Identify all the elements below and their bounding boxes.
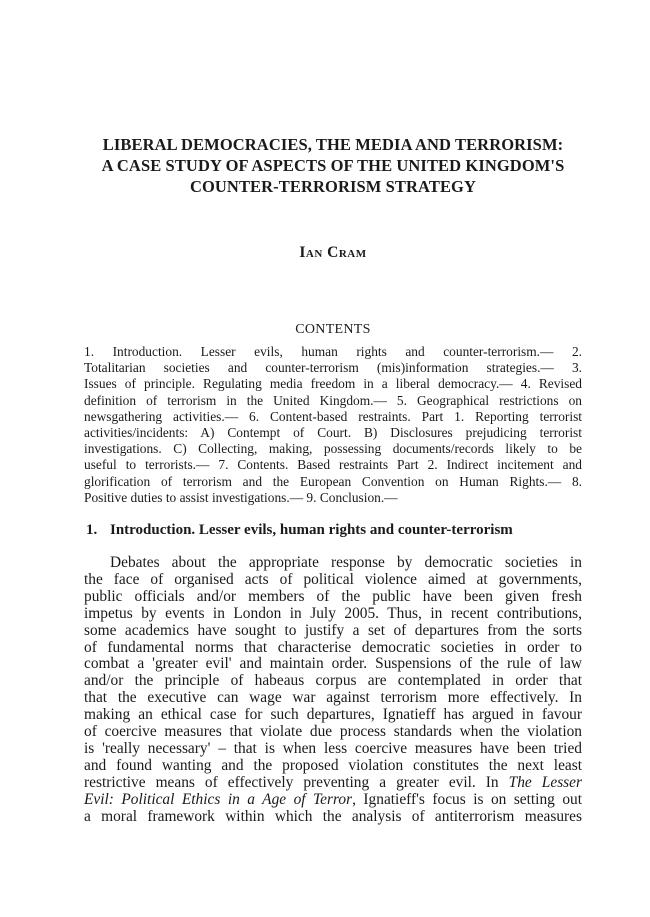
contents-line: useful to terrorists.— 7. Contents. Based restraints Part 2. Indirect incitement and bbox=[84, 457, 582, 473]
section-number: 1. bbox=[86, 522, 98, 538]
contents-line: definition of terrorism in the United Kingdom.— 5. Geographical restrictions on bbox=[84, 392, 582, 408]
contents-line: investigations. C) Collecting, making, possessing documents/records likely to be bbox=[84, 441, 582, 457]
contents-line: Positive duties to assist investigations.— 9. Conclusion.— bbox=[84, 489, 398, 505]
body-text-span: restrictive means of effectively preventing a greater evil. In bbox=[84, 773, 509, 791]
contents-line: glorification of terrorism and the European Convention on Human Rights.— 8. bbox=[84, 473, 582, 489]
title-line: LIBERAL DEMOCRACIES, THE MEDIA AND TERRORISM: bbox=[102, 135, 564, 154]
body-line: public officials and/or members of the public have been given fresh bbox=[84, 587, 582, 605]
body-line: some academics have sought to justify a set of departures from the sorts bbox=[84, 621, 582, 639]
contents-line: Totalitarian societies and counter-terrorism (mis)information strategies.— 3. bbox=[84, 360, 582, 376]
body-line: a moral framework within which the analysis of antiterrorism measures bbox=[84, 807, 582, 825]
body-line bbox=[84, 792, 582, 809]
body-line: combat a 'greater evil' and maintain order. Suspensions of the rule of law bbox=[84, 655, 582, 673]
title-line: COUNTER-TERRORISM STRATEGY bbox=[189, 177, 477, 196]
section-title: Introduction. Lesser evils, human rights and counter-terrorism bbox=[110, 522, 513, 538]
body-line: impetus by events in London in July 2005. Thus, in recent contributions, bbox=[84, 604, 582, 622]
body-line: Debates about the appropriate response by democratic societies in bbox=[110, 554, 582, 571]
book-title-italic: The Lesser bbox=[508, 773, 582, 791]
body-line: of coercive measures that violate due process standards when the violation bbox=[84, 723, 582, 741]
body-line bbox=[84, 775, 582, 792]
paper-title bbox=[84, 134, 582, 197]
title-line: A CASE STUDY OF ASPECTS OF THE UNITED KINGDOM'S bbox=[101, 156, 565, 175]
body-line: making an ethical case for such departures, Ignatieff has argued in favour bbox=[84, 706, 582, 724]
author-name: Ian Cram bbox=[299, 244, 367, 261]
body-paragraph bbox=[84, 555, 582, 826]
body-line: is 'really necessary' – that is when less coercive measures have been tried bbox=[84, 739, 582, 757]
contents-line: Issues of principle. Regulating media freedom in a liberal democracy.— 4. Revised bbox=[84, 376, 582, 392]
contents-line: activities/incidents: A) Contempt of Court. B) Disclosures prejudicing terrorist bbox=[84, 425, 582, 441]
contents-line: 1. Introduction. Lesser evils, human rights and counter-terrorism.— 2. bbox=[84, 344, 582, 359]
section-heading bbox=[86, 522, 582, 539]
contents-list bbox=[84, 344, 582, 506]
contents-heading: CONTENTS bbox=[295, 322, 371, 337]
book-title-italic: Evil: Political Ethics in a Age of Terror bbox=[84, 790, 353, 808]
contents-line: newsgathering activities.— 6. Content-based restraints. Part 1. Reporting terrorist bbox=[84, 408, 582, 424]
body-line: and/or the principle of habeaus corpus are contemplated in order that bbox=[84, 672, 582, 690]
body-line: and found wanting and the proposed violation constitutes the next least bbox=[84, 756, 582, 774]
body-line: the face of organised acts of political violence aimed at governments, bbox=[84, 570, 582, 588]
body-line: of fundamental norms that characterise democratic societies in order to bbox=[84, 638, 582, 656]
body-line: that the executive can wage war against terrorism more effectively. In bbox=[84, 689, 582, 707]
body-text-span: , Ignatieff's focus is on setting out bbox=[352, 790, 582, 808]
